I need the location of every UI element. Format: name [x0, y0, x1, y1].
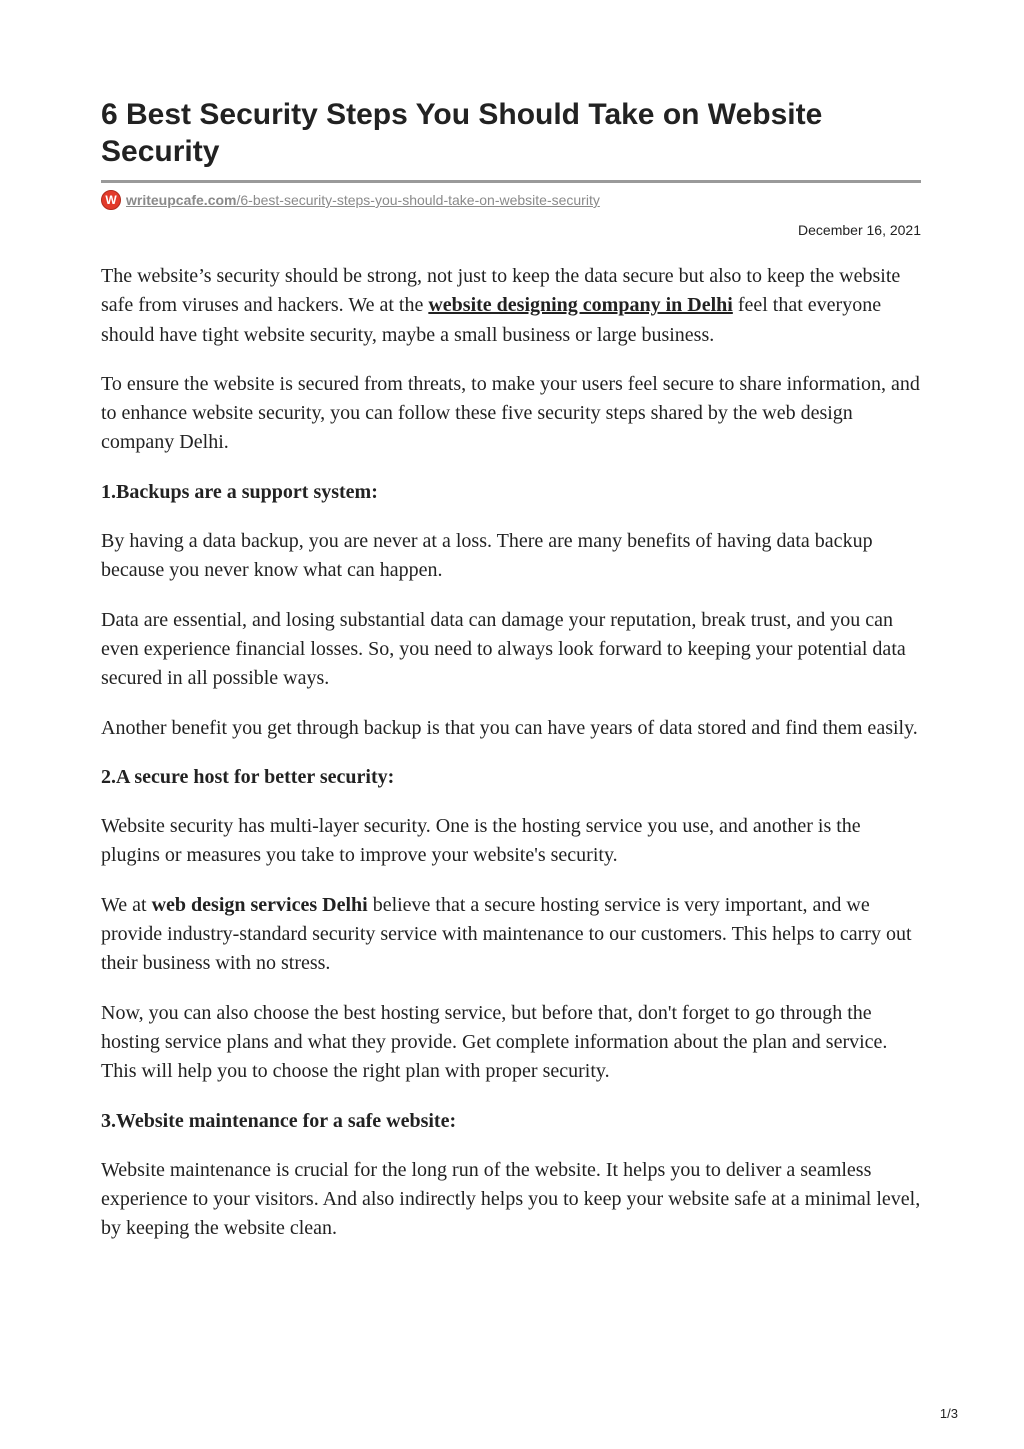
- paragraph: By having a data backup, you are never at a loss. There are many benefits of having data backup because you never know what can happen.: [101, 530, 873, 582]
- paragraph-text: We at: [101, 893, 152, 916]
- publish-date: December 16, 2021: [798, 222, 921, 238]
- article-title: 6 Best Security Steps You Should Take on Website Security: [101, 98, 823, 168]
- source-link[interactable]: [101, 189, 600, 211]
- paragraph-text: feel that everyone should have tight website security, maybe a small business or large business.: [101, 294, 882, 346]
- section-heading-secure-host: 2.A secure host for better security:: [101, 765, 395, 788]
- title-divider: [101, 180, 921, 183]
- paragraph: Now, you can also choose the best hosting service, but before that, don't forget to go through the hosting service plans and what they provide. Get complete information about the plan and service. This will help you to choose the right plan with proper security.: [101, 1001, 888, 1083]
- paragraph: Data are essential, and losing substantial data can damage your reputation, break trust, and you can even experience financial losses. So, you need to always look forward to keeping your potential data secured in all possible ways.: [101, 608, 906, 690]
- web-design-services-bold: web design services Delhi: [151, 893, 368, 916]
- paragraph-text: believe that a secure hosting service is very important, and we provide industry-standard security service with maintenance to our customers. This helps to carry out their business with no stress.: [101, 893, 912, 975]
- paragraph-text: The website’s security should be strong, not just to keep the data secure but also to keep the website safe from viruses and hackers. We at the: [101, 265, 901, 317]
- article-body: [101, 262, 923, 1264]
- source-path[interactable]: /6-best-security-steps-you-should-take-on-website-security: [236, 192, 600, 208]
- paragraph: To ensure the website is secured from threats, to make your users feel secure to share information, and to enhance website security, you can follow these five security steps shared by the web design company Delhi.: [101, 372, 920, 454]
- paragraph: Website security has multi-layer security. One is the hosting service you use, and another is the plugins or measures you take to improve your website's security.: [101, 815, 861, 867]
- paragraph-web-design-services: [101, 891, 923, 979]
- paragraph: Another benefit you get through backup is that you can have years of data stored and find them easily.: [101, 716, 918, 739]
- paragraph-intro: [101, 262, 923, 350]
- section-heading-backups: 1.Backups are a support system:: [101, 480, 378, 503]
- page-number: 1/3: [939, 1406, 958, 1421]
- section-heading-maintenance: 3.Website maintenance for a safe website:: [101, 1109, 457, 1132]
- website-designing-company-link[interactable]: website designing company in Delhi: [428, 294, 733, 317]
- paragraph: Website maintenance is crucial for the long run of the website. It helps you to deliver a seamless experience to your visitors. And also indirectly helps you to keep your website safe at a minimal level, by keeping the website clean.: [101, 1158, 921, 1240]
- source-domain[interactable]: writeupcafe.com: [126, 192, 237, 208]
- logo-letter: W: [105, 193, 117, 207]
- writeupcafe-logo-icon: [101, 190, 121, 210]
